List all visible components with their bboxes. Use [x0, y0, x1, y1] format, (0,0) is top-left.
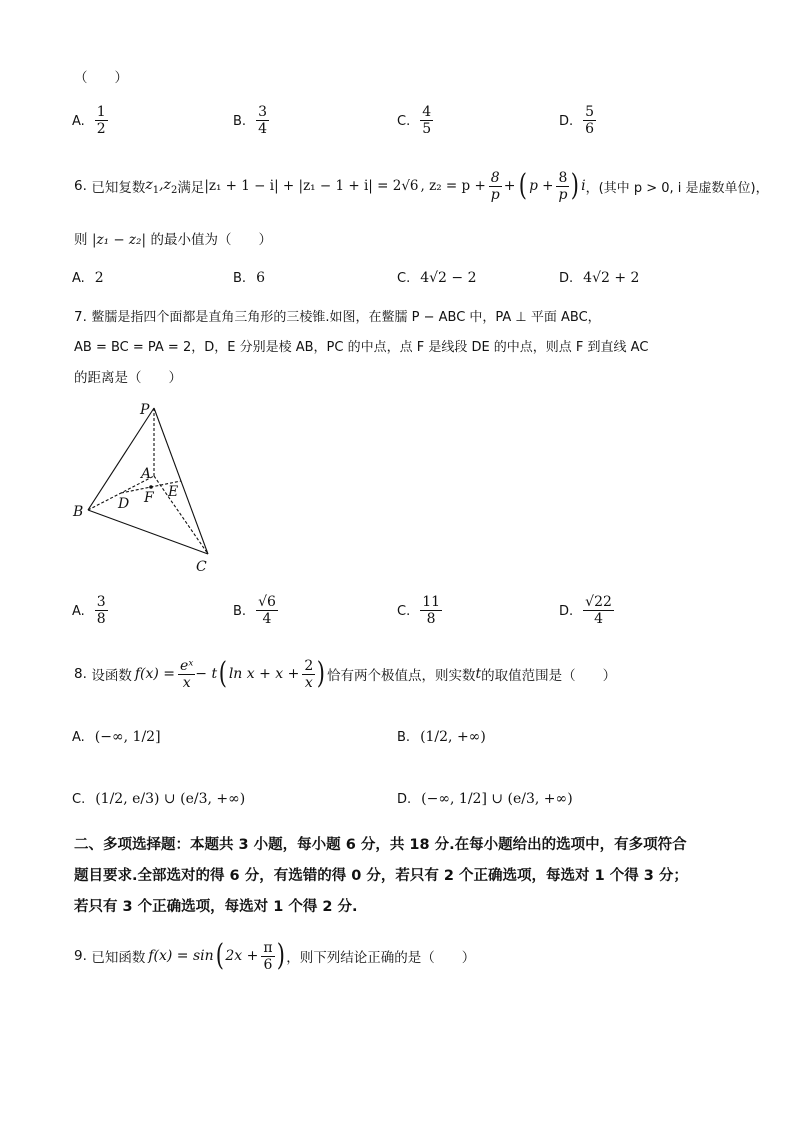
- q7-option-a: [72, 594, 108, 627]
- option-letter: A.: [72, 730, 85, 745]
- option-letter: D.: [559, 603, 574, 619]
- section2-line: 若只有 3 个正确选项，每选对 1 个得 2 分.: [74, 899, 358, 915]
- frac-den: 4: [262, 611, 272, 627]
- left-paren-icon: (: [519, 168, 528, 203]
- frac-num: 11: [422, 594, 441, 610]
- q8-text: 的取值范围是（ ）: [481, 668, 617, 684]
- q6-text: 满足: [177, 180, 205, 196]
- option-text: (1/2, +∞): [420, 729, 486, 745]
- question-number: 7.: [74, 309, 87, 325]
- right-paren-icon: ): [276, 938, 285, 973]
- option-letter: D.: [397, 792, 412, 807]
- section2-line: 二、多项选择题：本题共 3 小题，每小题 6 分，共 18 分.在每小题给出的选项中，有多项符合: [74, 837, 687, 853]
- point-f: [149, 485, 153, 489]
- frac-den: 4: [258, 121, 267, 137]
- frac-den: 5: [422, 121, 432, 137]
- option-letter: B.: [233, 271, 247, 286]
- q5-option-d: [559, 104, 596, 137]
- option-letter: D.: [559, 271, 574, 286]
- option-text: (−∞, 1/2]: [94, 729, 161, 745]
- q5-option-b: [233, 104, 269, 137]
- q9-text: 已知函数: [91, 950, 146, 966]
- q6-text: 的最小值为（ ）: [150, 232, 272, 248]
- q6-z-symbols: $z_1,z_2$: [145, 176, 178, 196]
- option-text: (−∞, 1/2] ∪ (e/3, +∞): [421, 791, 573, 807]
- label-p: P: [140, 402, 150, 418]
- frac-den: p: [490, 186, 500, 203]
- q8-option-a: [72, 729, 161, 745]
- q6-stem: [74, 164, 769, 208]
- q7-tetrahedron-figure: [68, 398, 218, 578]
- q7-option-d: [559, 594, 614, 627]
- frac-num: 8: [490, 169, 500, 186]
- frac-num: 8: [558, 169, 568, 186]
- frac-den: x: [182, 674, 191, 691]
- question-number: 6.: [74, 178, 87, 194]
- right-paren-icon: ): [571, 168, 580, 203]
- option-text: 2: [94, 270, 104, 286]
- frac-num: 2: [304, 657, 314, 674]
- option-letter: C.: [397, 603, 411, 619]
- frac-den: 8: [426, 611, 436, 627]
- option-letter: A.: [72, 603, 85, 619]
- option-text: 4√2 − 2: [420, 270, 477, 286]
- q7-line3: [74, 366, 182, 386]
- edge-bc: [88, 510, 208, 554]
- frac-den: 2: [96, 121, 106, 137]
- q6-option-a: [72, 270, 104, 286]
- q6-z2-definition: , z₂ = p +: [420, 178, 486, 194]
- option-text: 4√2 + 2: [583, 270, 640, 286]
- q6-option-c: [397, 270, 477, 286]
- option-letter: B.: [397, 730, 411, 745]
- frac-den: x: [304, 674, 313, 691]
- frac-num: 3: [258, 104, 267, 120]
- frac-num: 3: [96, 594, 106, 610]
- q8-minus-t: − t: [195, 666, 218, 682]
- section2-line: 题目要求.全部选对的得 6 分，有选错的得 0 分，若只有 2 个正确选项，每选对 1 个得 3 分；: [74, 868, 688, 884]
- frac-num: 4: [422, 104, 432, 120]
- option-text: 6: [256, 270, 265, 286]
- label-f: F: [144, 490, 154, 506]
- frac-den: p: [558, 186, 568, 203]
- frac-num: 1: [96, 104, 106, 120]
- q8-option-b: [397, 729, 486, 745]
- frac-num: 5: [585, 104, 595, 120]
- q5-option-c: [397, 104, 433, 137]
- q7-option-b: [233, 594, 278, 627]
- frac-num: eˣ: [180, 657, 194, 674]
- option-letter: C.: [72, 792, 86, 807]
- q8-text: 设函数: [91, 668, 132, 684]
- q8-options-row1: [72, 729, 712, 749]
- q8-stem: [74, 652, 616, 696]
- edge-ac: [154, 476, 208, 554]
- option-text: (1/2, e/3) ∪ (e/3, +∞): [95, 791, 246, 807]
- frac-num: √22: [585, 594, 612, 610]
- q5-option-a: [72, 104, 108, 137]
- q8-function: f(x) =: [134, 666, 176, 682]
- option-letter: A.: [72, 271, 85, 286]
- frac-num: √6: [258, 594, 276, 610]
- q6-tail: ，(其中 p > 0, i 是虚数单位)，: [585, 180, 769, 196]
- q7-options: [72, 594, 712, 634]
- label-c: C: [196, 559, 207, 575]
- q7-text: AB = BC = PA = 2，D，E 分别是棱 AB，PC 的中点，点 F 是线段 DE 的中点，则点 F 到直线 AC: [74, 340, 649, 355]
- q6-options: [72, 270, 712, 290]
- q6-condition: |z₁ + 1 − i| + |z₁ − 1 + i| = 2√6: [204, 178, 419, 194]
- q9-text: ，则下列结论正确的是（ ）: [286, 950, 476, 966]
- frac-den: 6: [585, 121, 595, 137]
- option-letter: C.: [397, 113, 411, 129]
- q6-text: 则: [74, 232, 88, 248]
- q7-text: 鳖臑是指四个面都是直角三角形的三棱锥.如图，在鳖臑 P − ABC 中，PA ⊥ 平面 ABC，: [91, 310, 601, 325]
- q7-line1: [74, 306, 601, 325]
- q6-option-d: [559, 270, 639, 286]
- q5-answer-paren: （ ）: [74, 70, 128, 86]
- q8-option-d: [397, 791, 573, 807]
- frac-den: 4: [594, 611, 603, 627]
- section2-heading: [74, 830, 734, 923]
- q6-inner-expr: p +: [529, 178, 554, 194]
- frac-den: 8: [96, 611, 106, 627]
- q8-inner-expr: ln x + x +: [228, 666, 300, 682]
- q6-abs-expr: |z₁ − z₂|: [91, 232, 146, 248]
- left-paren-icon: (: [215, 938, 224, 973]
- q6-line2: [74, 228, 272, 248]
- frac-den: 6: [263, 956, 273, 973]
- q7-line2: [74, 336, 648, 355]
- label-a: A: [141, 466, 152, 482]
- question-number: 9.: [74, 948, 87, 964]
- q9-function: f(x) = sin: [148, 948, 214, 964]
- frac-num: π: [263, 939, 273, 956]
- label-d: D: [118, 496, 130, 512]
- q6-text: 已知复数: [91, 180, 146, 196]
- left-paren-icon: (: [218, 656, 228, 691]
- q9-inner-expr: 2x +: [225, 948, 259, 964]
- label-e: E: [168, 484, 179, 500]
- q6-option-b: [233, 270, 265, 286]
- option-letter: C.: [397, 271, 411, 286]
- q7-text: 的距离是（ ）: [74, 370, 182, 386]
- q5-options: [72, 104, 712, 144]
- imaginary-unit: i: [581, 178, 586, 194]
- option-letter: B.: [233, 603, 247, 619]
- option-letter: A.: [72, 113, 85, 129]
- q8-text: 恰有两个极值点，则实数: [327, 668, 476, 684]
- q8-option-c: [72, 791, 245, 807]
- option-letter: B.: [233, 113, 247, 129]
- right-paren-icon: ): [317, 656, 326, 691]
- variable-t: t: [475, 666, 482, 682]
- question-number: 8.: [74, 666, 87, 682]
- q7-option-c: [397, 594, 442, 627]
- q9-stem: [74, 934, 475, 978]
- option-letter: D.: [559, 113, 574, 129]
- q8-options-row2: [72, 791, 712, 811]
- plus-sign: +: [503, 178, 516, 194]
- label-b: B: [73, 504, 84, 520]
